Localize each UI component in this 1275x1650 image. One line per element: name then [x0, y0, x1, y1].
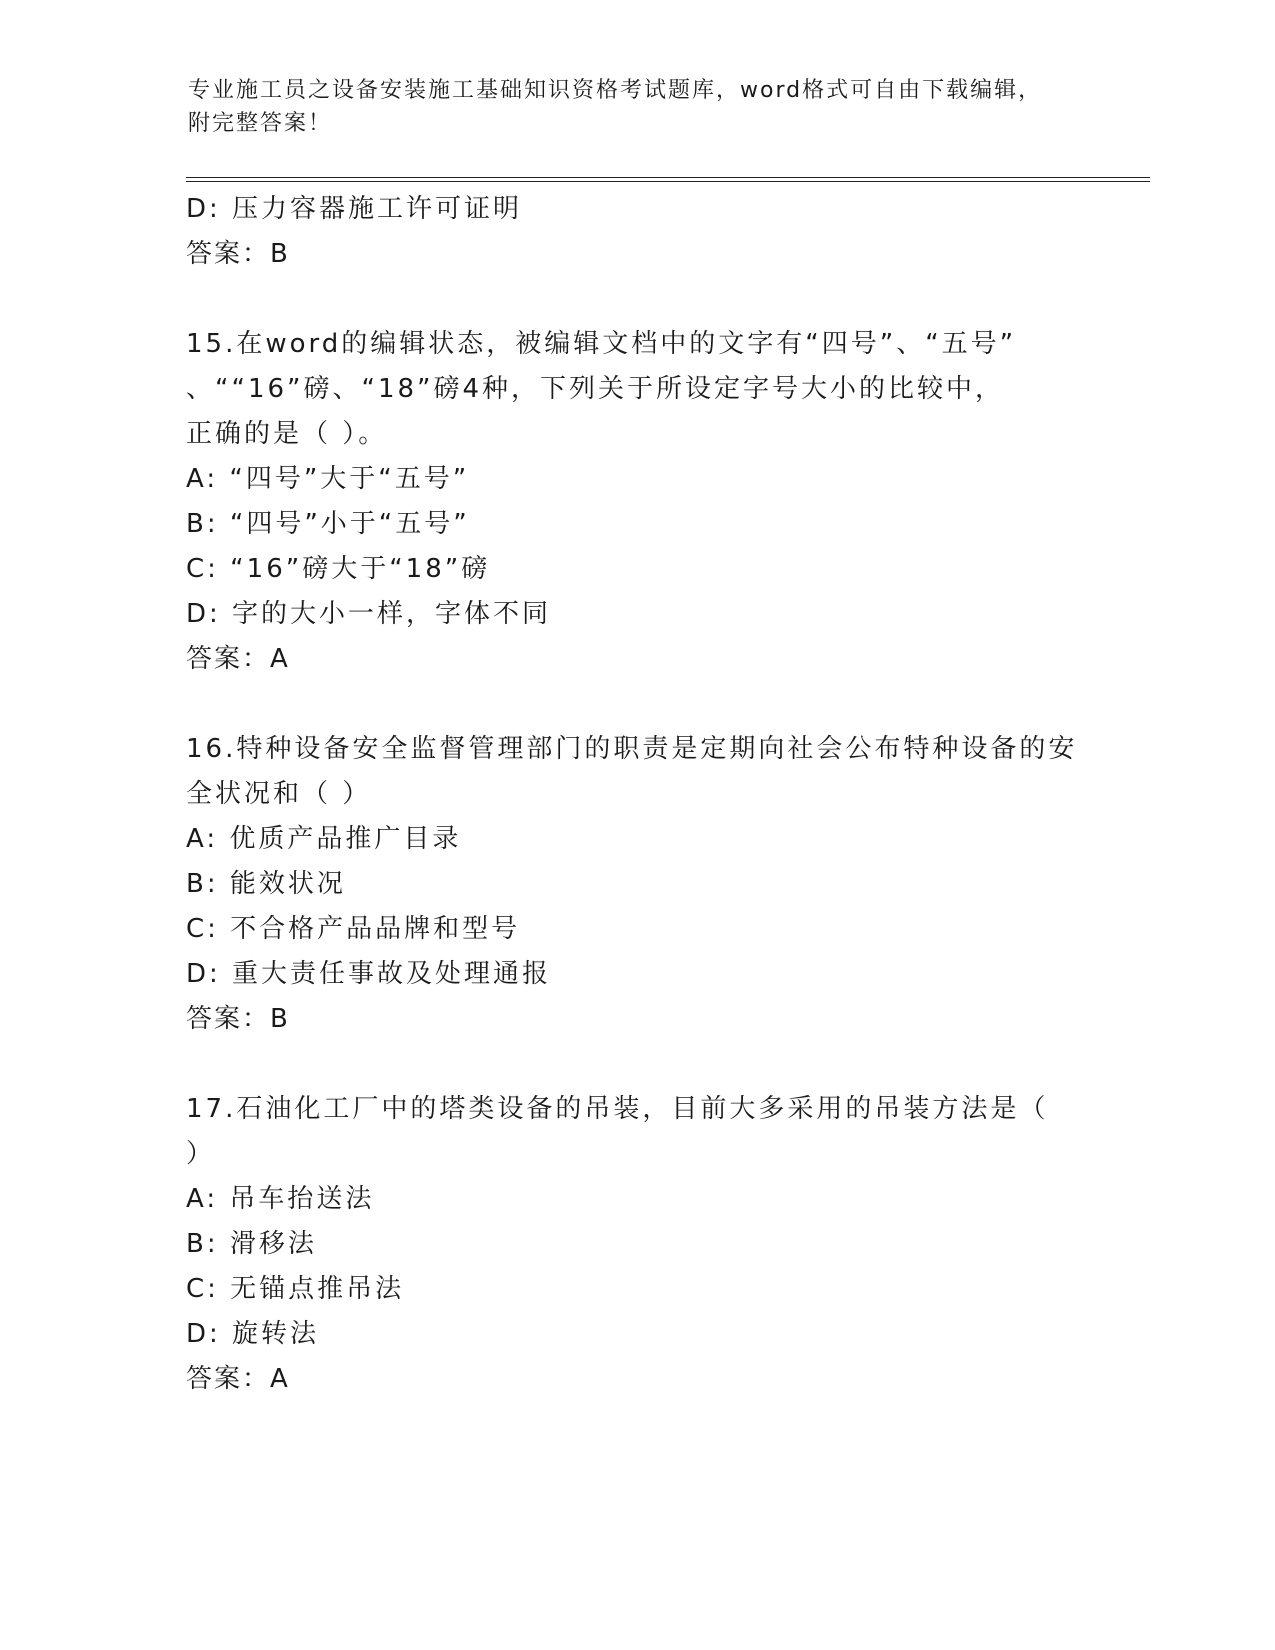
- q15-stem-line-2: 、““16”磅、“18”磅4种，下列关于所设定字号大小的比较中，: [186, 374, 1005, 404]
- q15-option-d: D: 字的大小一样，字体不同: [186, 599, 552, 629]
- prev-answer: 答案：B: [186, 239, 290, 269]
- q17-option-c: C: 无锚点推吊法: [186, 1274, 405, 1304]
- q17-answer: 答案：A: [186, 1364, 290, 1394]
- q17-stem-line-2: ）: [186, 1139, 216, 1169]
- q16-option-b: B: 能效状况: [186, 869, 346, 899]
- q15-answer: 答案：A: [186, 644, 290, 674]
- header-line-1: 专业施工员之设备安装施工基础知识资格考试题库，word格式可自由下载编辑，: [188, 78, 1043, 103]
- q17-stem-line-1: 17.石油化工厂中的塔类设备的吊装，目前大多采用的吊装方法是（: [186, 1094, 1049, 1124]
- q15-stem-line-3: 正确的是（ ）。: [186, 419, 388, 449]
- prev-option-d: D: 压力容器施工许可证明: [186, 194, 523, 224]
- q15-stem-line-1: 15.在word的编辑状态，被编辑文档中的文字有“四号”、“五号”: [186, 329, 1017, 359]
- header-line-2: 附完整答案！: [188, 111, 333, 136]
- q17-option-a: A: 吊车抬送法: [186, 1184, 375, 1214]
- q16-stem-line-1: 16.特种设备安全监督管理部门的职责是定期向社会公布特种设备的安: [186, 734, 1078, 764]
- header-divider-bottom: [186, 181, 1150, 182]
- q15-option-a: A: “四号”大于“五号”: [186, 464, 470, 494]
- q16-stem-line-2: 全状况和（ ）: [186, 779, 372, 809]
- q17-option-b: B: 滑移法: [186, 1229, 317, 1259]
- header-divider-top: [186, 177, 1150, 178]
- q15-option-b: B: “四号”小于“五号”: [186, 509, 470, 539]
- q15-option-c: C: “16”磅大于“18”磅: [186, 554, 491, 584]
- q16-answer: 答案：B: [186, 1004, 290, 1034]
- q16-option-d: D: 重大责任事故及处理通报: [186, 959, 552, 989]
- q16-option-c: C: 不合格产品品牌和型号: [186, 914, 521, 944]
- q16-option-a: A: 优质产品推广目录: [186, 824, 462, 854]
- q17-option-d: D: 旋转法: [186, 1319, 320, 1349]
- document-header: [188, 74, 1068, 140]
